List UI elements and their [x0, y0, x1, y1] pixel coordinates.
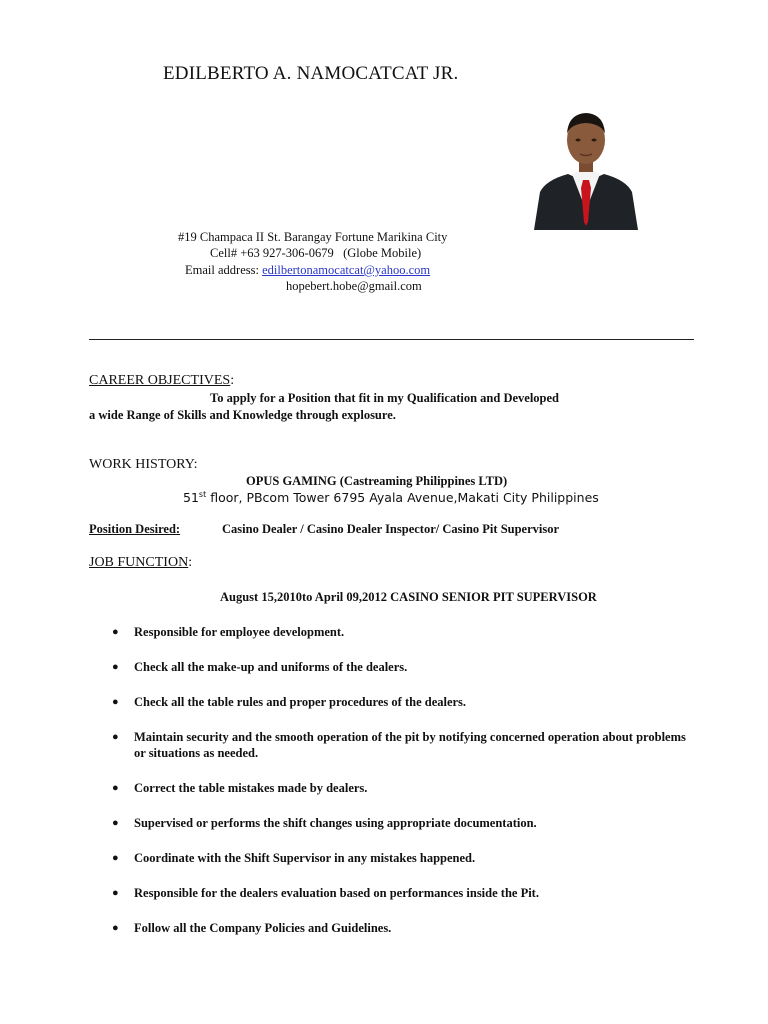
duty-text: Maintain security and the smooth operation of the pit by notifying concerned operation about problems or situations as needed. — [134, 730, 686, 760]
duty-item — [110, 850, 700, 866]
bullet-icon: ● — [112, 782, 119, 794]
job-function-heading — [89, 555, 192, 571]
duty-item — [110, 694, 700, 710]
duty-item — [110, 659, 700, 675]
duty-item — [110, 920, 700, 936]
duty-text: Follow all the Company Policies and Guidelines. — [134, 921, 392, 935]
address-suffix: st — [198, 489, 207, 499]
bullet-icon: ● — [112, 696, 119, 708]
objective-line-2: a wide Range of Skills and Knowledge through explosure. — [89, 408, 396, 422]
applicant-photo — [532, 104, 640, 230]
applicant-name: EDILBERTO A. NAMOCATCAT JR. — [163, 63, 459, 84]
divider-line — [89, 339, 694, 340]
email-secondary: hopebert.hobe@gmail.com — [286, 279, 422, 293]
bullet-icon: ● — [112, 661, 119, 673]
objective-line-1: To apply for a Position that fit in my Qualification and Developed — [210, 391, 559, 405]
bullet-icon: ● — [112, 817, 119, 829]
bullet-icon: ● — [112, 626, 119, 638]
cell-label: Cell# +63 927-306-0679 — [210, 246, 334, 260]
cell-carrier: (Globe Mobile) — [343, 246, 422, 260]
duty-item — [110, 885, 700, 901]
position-label-text: Position Desired: — [89, 522, 181, 536]
career-objectives-title: CAREER OBJECTIVES — [89, 373, 231, 388]
employment-period: August 15,2010to April 09,2012 CASINO SENIOR PIT SUPERVISOR — [220, 590, 597, 604]
company-name: OPUS GAMING (Castreaming Philippines LTD) — [246, 474, 508, 488]
duty-item — [110, 624, 700, 640]
position-desired-label — [89, 522, 180, 537]
duty-text: Responsible for employee development. — [134, 625, 345, 639]
email-line — [185, 263, 430, 278]
email-label: Email address: — [185, 263, 259, 277]
bullet-icon: ● — [112, 887, 119, 899]
career-objectives-heading — [89, 373, 234, 389]
duty-text: Correct the table mistakes made by dealers. — [134, 781, 368, 795]
job-function-title: JOB FUNCTION — [89, 555, 189, 570]
address-rest: floor, PBcom Tower 6795 Ayala Avenue,Makati City Philippines — [206, 490, 599, 505]
company-address — [183, 490, 599, 505]
duty-text: Supervised or performs the shift changes using appropriate documentation. — [134, 816, 537, 830]
duty-text: Check all the table rules and proper procedures of the dealers. — [134, 695, 467, 709]
duty-item — [110, 729, 700, 761]
job-function-colon: : — [188, 555, 193, 570]
address: #19 Champaca II St. Barangay Fortune Marikina City — [178, 230, 448, 244]
duty-text: Responsible for the dealers evaluation based on performances inside the Pit. — [134, 886, 539, 900]
work-history-heading: WORK HISTORY: — [89, 457, 198, 472]
bullet-icon: ● — [112, 922, 119, 934]
career-objectives-colon: : — [230, 373, 235, 388]
cell-number — [210, 246, 421, 261]
bullet-icon: ● — [112, 852, 119, 864]
duty-item — [110, 815, 700, 831]
position-desired-value: Casino Dealer / Casino Dealer Inspector/ Casino Pit Supervisor — [222, 522, 560, 536]
address-number: 51 — [183, 490, 199, 505]
duty-text: Check all the make-up and uniforms of the dealers. — [134, 660, 408, 674]
email-primary-link[interactable]: edilbertonamocatcat@yahoo.com — [262, 263, 431, 277]
bullet-icon: ● — [112, 731, 119, 743]
duty-item — [110, 780, 700, 796]
duty-text: Coordinate with the Shift Supervisor in any mistakes happened. — [134, 851, 476, 865]
duties-list — [110, 624, 700, 955]
